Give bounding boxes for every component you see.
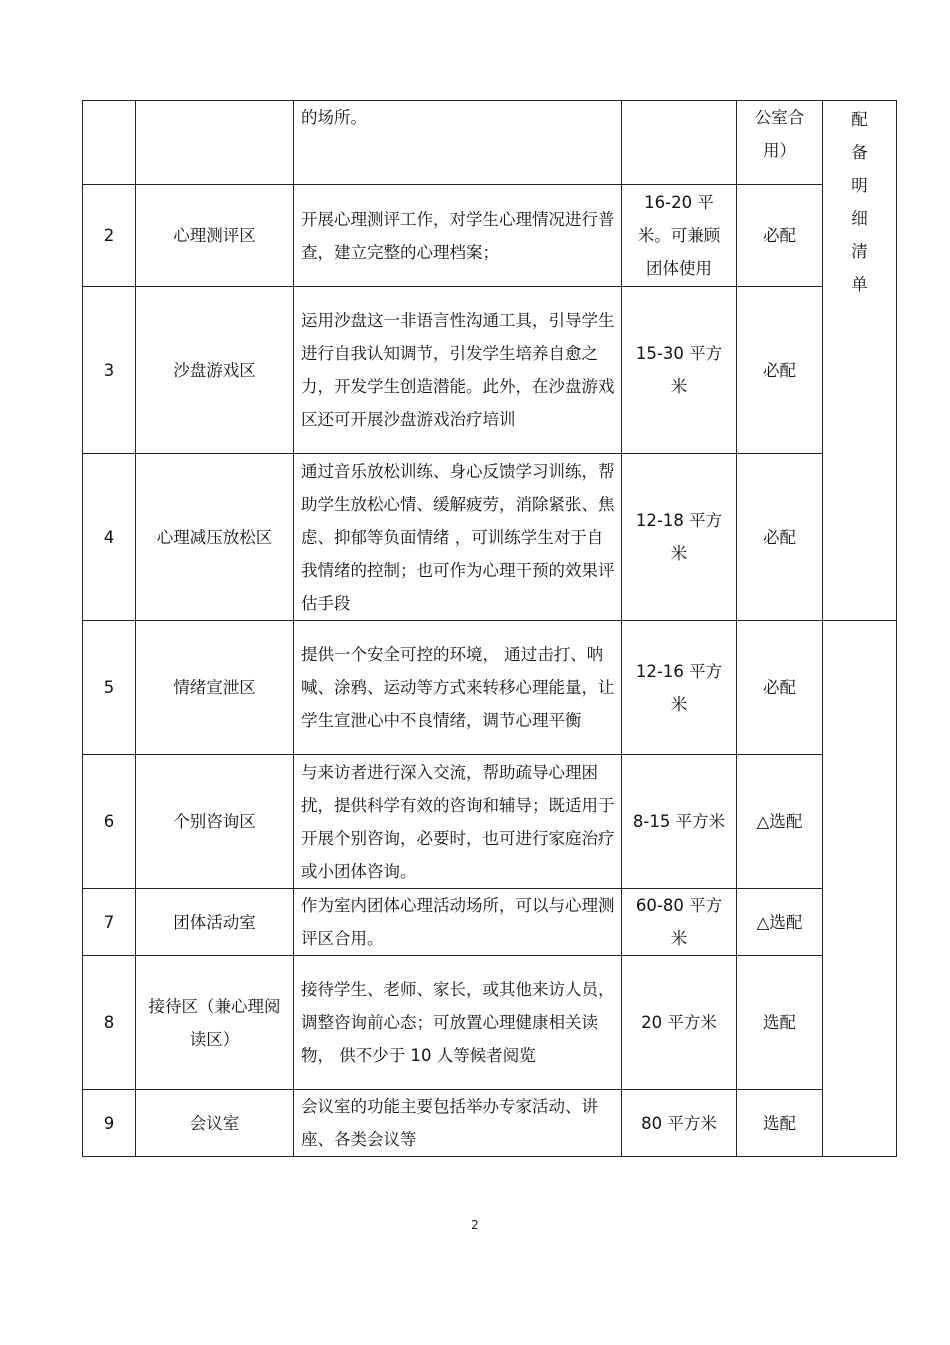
area-name-cell: 接待区（兼心理阅读区） [136, 956, 294, 1090]
side-label: 配 备 明 细 清 单 [823, 101, 897, 621]
table-row [83, 956, 897, 1090]
requirement-cell: 必配 [737, 454, 823, 621]
row-number-cell: 8 [83, 956, 136, 1090]
area-name-cell: 沙盘游戏区 [136, 287, 294, 454]
area-size-cell: 15-30 平方米 [622, 287, 737, 454]
row-number-cell: 2 [83, 185, 136, 287]
description-cell: 与来访者进行深入交流，帮助疏导心理困扰，提供科学有效的咨询和辅导；既适用于开展个别咨询，必要时，也可进行家庭治疗或小团体咨询。 [294, 755, 622, 889]
requirement-cell: 选配 [737, 956, 823, 1090]
table-row [83, 889, 897, 956]
area-size-cell: 20 平方米 [622, 956, 737, 1090]
description-cell: 作为室内团体心理活动场所，可以与心理测评区合用。 [294, 889, 622, 956]
row-number-cell: 6 [83, 755, 136, 889]
area-name-cell [136, 101, 294, 185]
requirement-cell: 公室合用） [737, 101, 823, 185]
row-number-cell: 9 [83, 1090, 136, 1157]
area-size-cell: 60-80 平方米 [622, 889, 737, 956]
area-name-cell: 个别咨询区 [136, 755, 294, 889]
row-number-cell: 7 [83, 889, 136, 956]
area-size-cell: 12-16 平方米 [622, 621, 737, 755]
requirement-cell: △选配 [737, 889, 823, 956]
row-number-cell [83, 101, 136, 185]
table-row [83, 287, 897, 454]
description-cell: 接待学生、老师、家长，或其他来访人员，调整咨询前心态；可放置心理健康相关读物， 供不少于 10 人等候者阅览 [294, 956, 622, 1090]
requirement-cell: 选配 [737, 1090, 823, 1157]
row-number-cell: 5 [83, 621, 136, 755]
area-size-cell: 80 平方米 [622, 1090, 737, 1157]
row-number-cell: 4 [83, 454, 136, 621]
description-cell: 开展心理测评工作，对学生心理情况进行普查，建立完整的心理档案； [294, 185, 622, 287]
description-cell: 通过音乐放松训练、身心反馈学习训练，帮助学生放松心情、缓解疲劳，消除紧张、焦虑、抑郁等负面情绪 ，可训练学生对于自我情绪的控制；也可作为心理干预的效果评估手段 [294, 454, 622, 621]
facility-table [82, 100, 897, 1157]
requirement-cell: 必配 [737, 621, 823, 755]
area-name-cell: 心理测评区 [136, 185, 294, 287]
area-name-cell: 心理减压放松区 [136, 454, 294, 621]
page-number: 2 [471, 1218, 479, 1232]
row-number-cell: 3 [83, 287, 136, 454]
description-cell: 的场所。 [294, 101, 622, 185]
table-row [83, 621, 897, 755]
description-cell: 会议室的功能主要包括举办专家活动、讲座、各类会议等 [294, 1090, 622, 1157]
description-cell: 运用沙盘这一非语言性沟通工具，引导学生进行自我认知调节，引发学生培养自愈之力，开发学生创造潜能。此外，在沙盘游戏区还可开展沙盘游戏治疗培训 [294, 287, 622, 454]
table-row [83, 755, 897, 889]
description-cell: 提供一个安全可控的环境， 通过击打、呐喊、涂鸦、运动等方式来转移心理能量，让学生宣泄心中不良情绪，调节心理平衡 [294, 621, 622, 755]
area-size-cell: 16-20 平米。可兼顾团体使用 [622, 185, 737, 287]
requirement-cell: 必配 [737, 287, 823, 454]
table-row [83, 454, 897, 621]
side-column-continuation [823, 621, 897, 1157]
area-size-cell [622, 101, 737, 185]
table-row [83, 185, 897, 287]
area-size-cell: 8-15 平方米 [622, 755, 737, 889]
table-row [83, 101, 897, 185]
area-size-cell: 12-18 平方米 [622, 454, 737, 621]
requirement-cell: 必配 [737, 185, 823, 287]
area-name-cell: 会议室 [136, 1090, 294, 1157]
table-row [83, 1090, 897, 1157]
area-name-cell: 情绪宣泄区 [136, 621, 294, 755]
requirement-cell: △选配 [737, 755, 823, 889]
area-name-cell: 团体活动室 [136, 889, 294, 956]
